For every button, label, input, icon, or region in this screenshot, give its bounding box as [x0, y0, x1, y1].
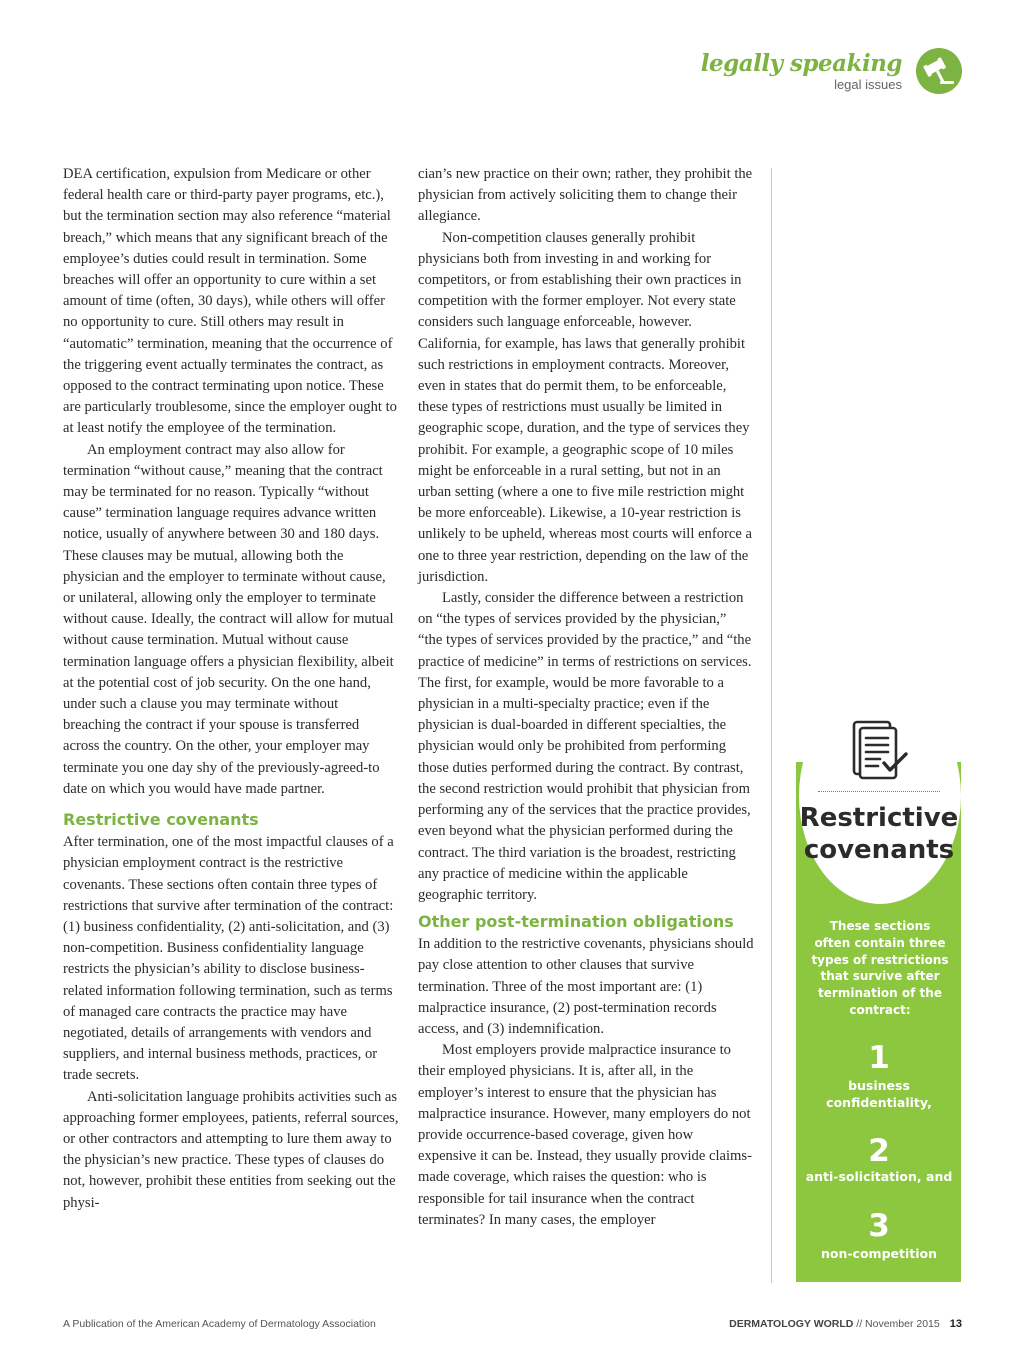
- sidebar-item-number: 2: [868, 1133, 890, 1169]
- paragraph: In addition to the restrictive covenants, physicians should pay close attention to other clauses that survive termination. Three of the most important are: (1) malpractice insurance, (2) post-termination records access, and (3) indemnification.: [418, 936, 754, 1037]
- paragraph: Most employers provide malpractice insurance to their employed physicians. It is, after all, in the employer’s interest to ensure that the physician has malpractice insurance. However, many employers do not provide occurrence-based coverage, given how expensive it can be. Instead, they usually provide claims-made coverage, which raises the question: who is responsible for tail insurance when the contract terminates? In many cases, the employer: [418, 1042, 752, 1228]
- magazine-name: DERMATOLOGY WORLD: [729, 1318, 854, 1330]
- column-divider: [771, 168, 772, 1283]
- paragraph: Non-competition clauses generally prohibit physicians both from investing in and working for competitors, or from establishing their own practices in competition with the former employer. Not every state considers such language enforceable, however. California, for example, has laws that generally prohibit such restrictions in employment contracts. Moreover, even in states that do permit them, to be enforceable, these types of restrictions must usually be limited in geographic scope, duration, and the type of services they prohibit. For example, a geographic scope of 10 miles might be enforceable in a rural setting, but not in an urban setting (where a one to five mile restriction might be more enforceable). Likewise, a 10-year restriction is unlikely to be upheld, whereas most courts will enforce a one to three year restriction, depending on the law of the jurisdiction.: [418, 229, 752, 585]
- paragraph: DEA certification, expulsion from Medicare or other federal health care or third-party payer programs, etc.), but the termination section may also reference “material breach,” which means that any significant breach of the employee’s duties could result in termination. Some breaches will offer an opportunity to cure within a set amount of time (often, 30 days), while others will offer no opportunity to cure. Still others may result in “automatic” termination, meaning that the occurrence of the triggering event actually terminates the contract, as opposed to the contract terminating upon notice. These are particularly troublesome, since the employer ought to at least notify the employee of the termination.: [63, 166, 397, 437]
- page-header: [542, 46, 962, 98]
- paragraph: After termination, one of the most impactful clauses of a physician employment contract is the restrictive covenants. These sections often contain three types of restrictions that survive after termination of the contract: (1) business confidentiality, (2) anti-solicitation, and (3) non-competition. Business confidentiality language restricts the physician’s ability to disclose business-related information following termination, such as terms of managed care contracts the practice may have negotiated, details of arrangements with vendors and suppliers, and internal business methods, practices, or trade secrets.: [63, 834, 394, 1084]
- footer-publication: A Publication of the American Academy of Dermatology Association: [63, 1318, 376, 1330]
- paragraph: Lastly, consider the difference between a restriction on “the types of services provided by the physician,” “the types of services provided by the practice,” and “the practice of medicine” in terms of restrictions on services. The first, for example, would be more favorable to a physician in a multi-specialty practice; even if the physician is dual-boarded in different specialties, the physician would only be prohibited from performing those duties performed during the contract. By contrast, the second restriction would prohibit that physician from performing any of the services that the practice provides, even beyond what the physician performed during the contract. The third variation is the broadest, restricting any practice of medicine within the applicable geographic territory.: [418, 590, 752, 903]
- section-heading: Restrictive covenants: [63, 810, 259, 830]
- section-kicker: legally speaking: [700, 50, 902, 77]
- article-column-2: [418, 164, 754, 1231]
- article-column-1: [63, 164, 399, 1214]
- sidebar-item-label: business confidentiality,: [826, 1078, 932, 1110]
- document-checklist-icon: [848, 718, 914, 784]
- sidebar-intro: These sections often contain three types of restrictions that survive after termination of the contract:: [811, 919, 949, 1017]
- sidebar-item-label: anti-solicitation, and: [805, 1169, 953, 1184]
- paragraph: An employment contract may also allow for termination “without cause,” meaning that the contract may be terminated for no reason. Typically “without cause” termination language requires advance written notice, usually of anywhere between 30 and 180 days. These clauses may be mutual, allowing both the physician and the employer to terminate without cause, or unilateral, allowing only the employer to terminate without cause. Ideally, the contract will allow for mutual without cause termination. Mutual without cause termination language offers a physician flexibility, albeit at the potential cost of job security. On the one hand, under such a clause you may terminate without breaching the contract if your spouse is transferred across the country. On the other, your employer may terminate you one day shy of the previously-agreed-to date on which you would have made partner.: [63, 441, 394, 797]
- sidebar-item-label: non-competition: [820, 1246, 938, 1261]
- section-heading: Other post-termination obligations: [418, 912, 734, 932]
- paragraph: Anti-solicitation language prohibits activities such as approaching former employees, patients, referral sources, or other contractors and attempting to lure them away to the physician’s new practice. These types of clauses do not, however, prohibit these entities from seeking out the physi-: [63, 1088, 399, 1211]
- page-number: 13: [949, 1318, 962, 1330]
- separator: //: [853, 1318, 866, 1330]
- sidebar-item-number: 3: [868, 1208, 890, 1244]
- section-subtitle: legal issues: [834, 77, 902, 92]
- paragraph: cian’s new practice on their own; rather, they prohibit the physician from actively soliciting them to change their allegiance.: [418, 166, 753, 225]
- issue-date: November 2015: [865, 1318, 940, 1330]
- gavel-icon: [916, 48, 962, 94]
- sidebar-title: Restrictive covenants: [799, 803, 959, 865]
- footer-issue: [729, 1318, 962, 1330]
- divider: [818, 791, 940, 792]
- sidebar-item-number: 1: [868, 1040, 890, 1076]
